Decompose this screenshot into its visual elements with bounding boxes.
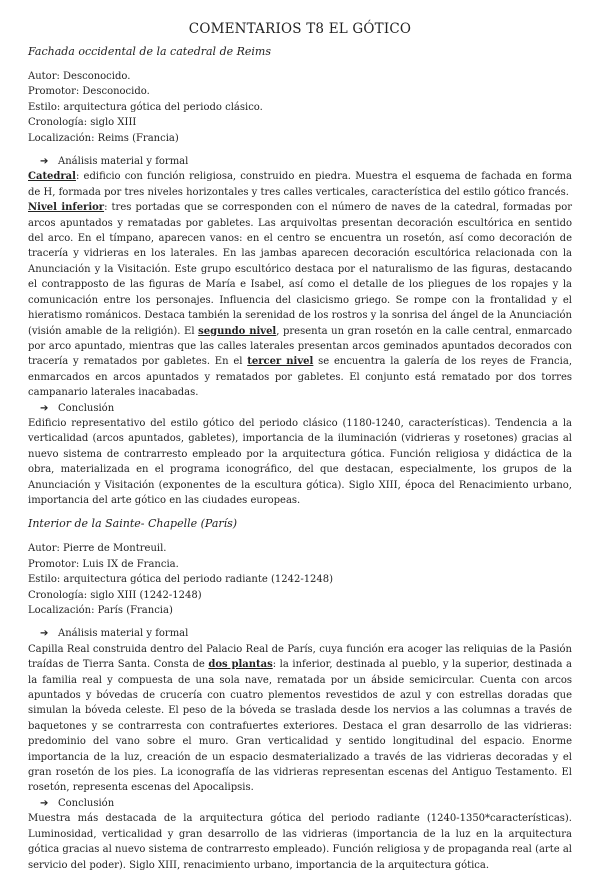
arrow-right-icon: ➔ — [40, 156, 49, 168]
chapelle-author: Autor: Pierre de Montreuil. — [28, 543, 167, 555]
reims-conclusion-heading — [28, 401, 572, 416]
reims-meta — [28, 69, 572, 146]
keyword-catedral: Catedral — [28, 171, 76, 183]
reims-conclusion-label: Conclusión — [58, 402, 115, 414]
reims-author: Autor: Desconocido. — [28, 71, 131, 82]
reims-conclusion-text: Edificio representativo del estilo gótico del periodo clásico (1180-1240, características). Tendencia a la verticalidad (arcos apuntados, gabletes), importancia de la iluminación (vidrieras y rosetones) gracias al nuevo sistema de contrarresto empleado por la arquitectura gótica. Función religiosa y didáctica de la obra, materializada en el programa iconográfico, del que destacan, especialmente, los grupos de la Anunciación y Visitación (exponentes de la escultura gótica). Siglo XIII, época del Renacimiento urbano, importancia del arte gótico en las ciudades europeas. — [28, 417, 572, 506]
section-heading-chapelle: Interior de la Sainte- Chapelle (París) — [28, 517, 238, 531]
reims-promoter: Promotor: Desconocido. — [28, 86, 150, 98]
reims-paragraph-catedral — [28, 169, 572, 200]
reims-location: Localización: Reims (Francia) — [28, 132, 179, 144]
reims-p2a-text: : tres portadas que se corresponden con el número de naves de la catedral, formadas por arcos apuntados y rematadas por gabletes. Las arquivoltas presentan decoración escultórica en sentido del arco. En el tímpano, aparecen vanos: en el centro se encuentra un rosetón, así como decoración de tracería y vidrieras en los laterales. En las jambas aparecen decoración escultórica relacionada con la Anunciación y la Visitación. Este grupo escultórico destaca por el naturalismo de las figuras, destacando el contrapposto de las figuras de María e Isabel, así como el detalle de los pliegues de los ropajes y la comunicación entre los personajes. Influencia del clasicismo griego. Se rompe con la frontalidad y el hieratismo románicos. Destaca también la serenidad de los rostros y la sonrisa del ángel de la Anunciación (visión amable de la religión). El — [28, 202, 572, 337]
chapelle-style: Estilo: arquitectura gótica del periodo radiante (1242-1248) — [28, 574, 334, 586]
arrow-right-icon: ➔ — [40, 402, 49, 414]
reims-style: Estilo: arquitectura gótica del periodo clásico. — [28, 101, 263, 113]
chapelle-location: Localización: París (Francia) — [28, 605, 173, 616]
chapelle-promoter: Promotor: Luis IX de Francia. — [28, 558, 179, 570]
reims-p2c-text: se encuentra la galería de los reyes de Francia, enmarcados en arcos apuntados y rematados por gabletes. El conjunto está rematado por dos torres campanario laterales inacabadas. — [28, 356, 572, 399]
reims-analysis-heading — [28, 154, 572, 169]
chapelle-analysis-heading — [28, 626, 572, 641]
chapelle-chronology: Cronología: siglo XIII (1242-1248) — [28, 589, 202, 601]
chapelle-conclusion-label: Conclusión — [58, 797, 115, 809]
reims-p1-text: : edificio con función religiosa, construido en piedra. Muestra el esquema de fachada en forma de H, formada por tres niveles horizontales y tres calles verticales, característica del estilo gótico francés. — [28, 171, 572, 198]
keyword-tercer-nivel: tercer nivel — [247, 356, 314, 368]
document-title: COMENTARIOS T8 EL GÓTICO — [188, 21, 412, 37]
reims-analysis-label: Análisis material y formal — [58, 156, 189, 168]
chapelle-conclusion-heading — [28, 796, 572, 811]
chapelle-paragraph-analysis — [28, 642, 572, 796]
keyword-dos-plantas: dos plantas — [208, 659, 273, 671]
keyword-segundo-nivel: segundo nivel — [198, 325, 277, 337]
chapelle-p1b-text: : la inferior, destinada al pueblo, y la superior, destinada a la familia real y compuesta de una sola nave, rematada por un ábside semicircular. Cuenta con arcos apuntados y bóvedas de crucería con cuatro plementos revestidos de azul y con estrellas doradas que simulan la bóveda celeste. El peso de la bóveda se traslada desde los nervios a las columnas a través de baquetones y se contrarresta con contrafuertes exteriores. Destaca el gran desarrollo de las vidrieras: predominio del vano sobre el muro. Gran verticalidad y sentido longitudinal del espacio. Enorme importancia de la luz, creación de un espacio desmaterializado a través de las vidrieras decoradas y el gran rosetón de los pies. La iconografía de las vidrieras representan escenas del Antiguo Testamento. El rosetón, representa escenas del Apocalipsis. — [28, 659, 572, 794]
reims-p2b-text: , presenta un gran rosetón en la calle central, enmarcado por arco apuntado, mientras que las calles laterales presentan arcos geminados apuntados decorados con tracería y rematados por gabletes. En el — [28, 325, 572, 368]
arrow-right-icon: ➔ — [40, 797, 49, 809]
section-heading-reims: Fachada occidental de la catedral de Reims — [28, 45, 272, 58]
reims-paragraph-niveles — [28, 200, 572, 400]
keyword-nivel-inferior: Nivel inferior — [28, 202, 105, 214]
chapelle-p1a-text: Capilla Real construida dentro del Palacio Real de París, cuya función era acoger las reliquias de la Pasión traídas de Tierra Santa. Consta de — [28, 643, 572, 671]
chapelle-conclusion-text: Muestra más destacada de la arquitectura gótica del periodo radiante (1240-1350*características). Luminosidad, verticalidad y gran desarrollo de las vidrieras (importancia de la luz en la arquitectura gótica gracias al nuevo sistema de contrarresto empleado). Función religiosa y de propaganda real (arte al servicio del poder). Siglo XIII, renacimiento urbano, importancia de la arquitectura gótica. — [28, 813, 572, 871]
arrow-right-icon: ➔ — [40, 628, 49, 640]
chapelle-meta — [28, 541, 572, 618]
reims-chronology: Cronología: siglo XIII — [28, 117, 137, 129]
chapelle-analysis-label: Análisis material y formal — [58, 628, 189, 640]
